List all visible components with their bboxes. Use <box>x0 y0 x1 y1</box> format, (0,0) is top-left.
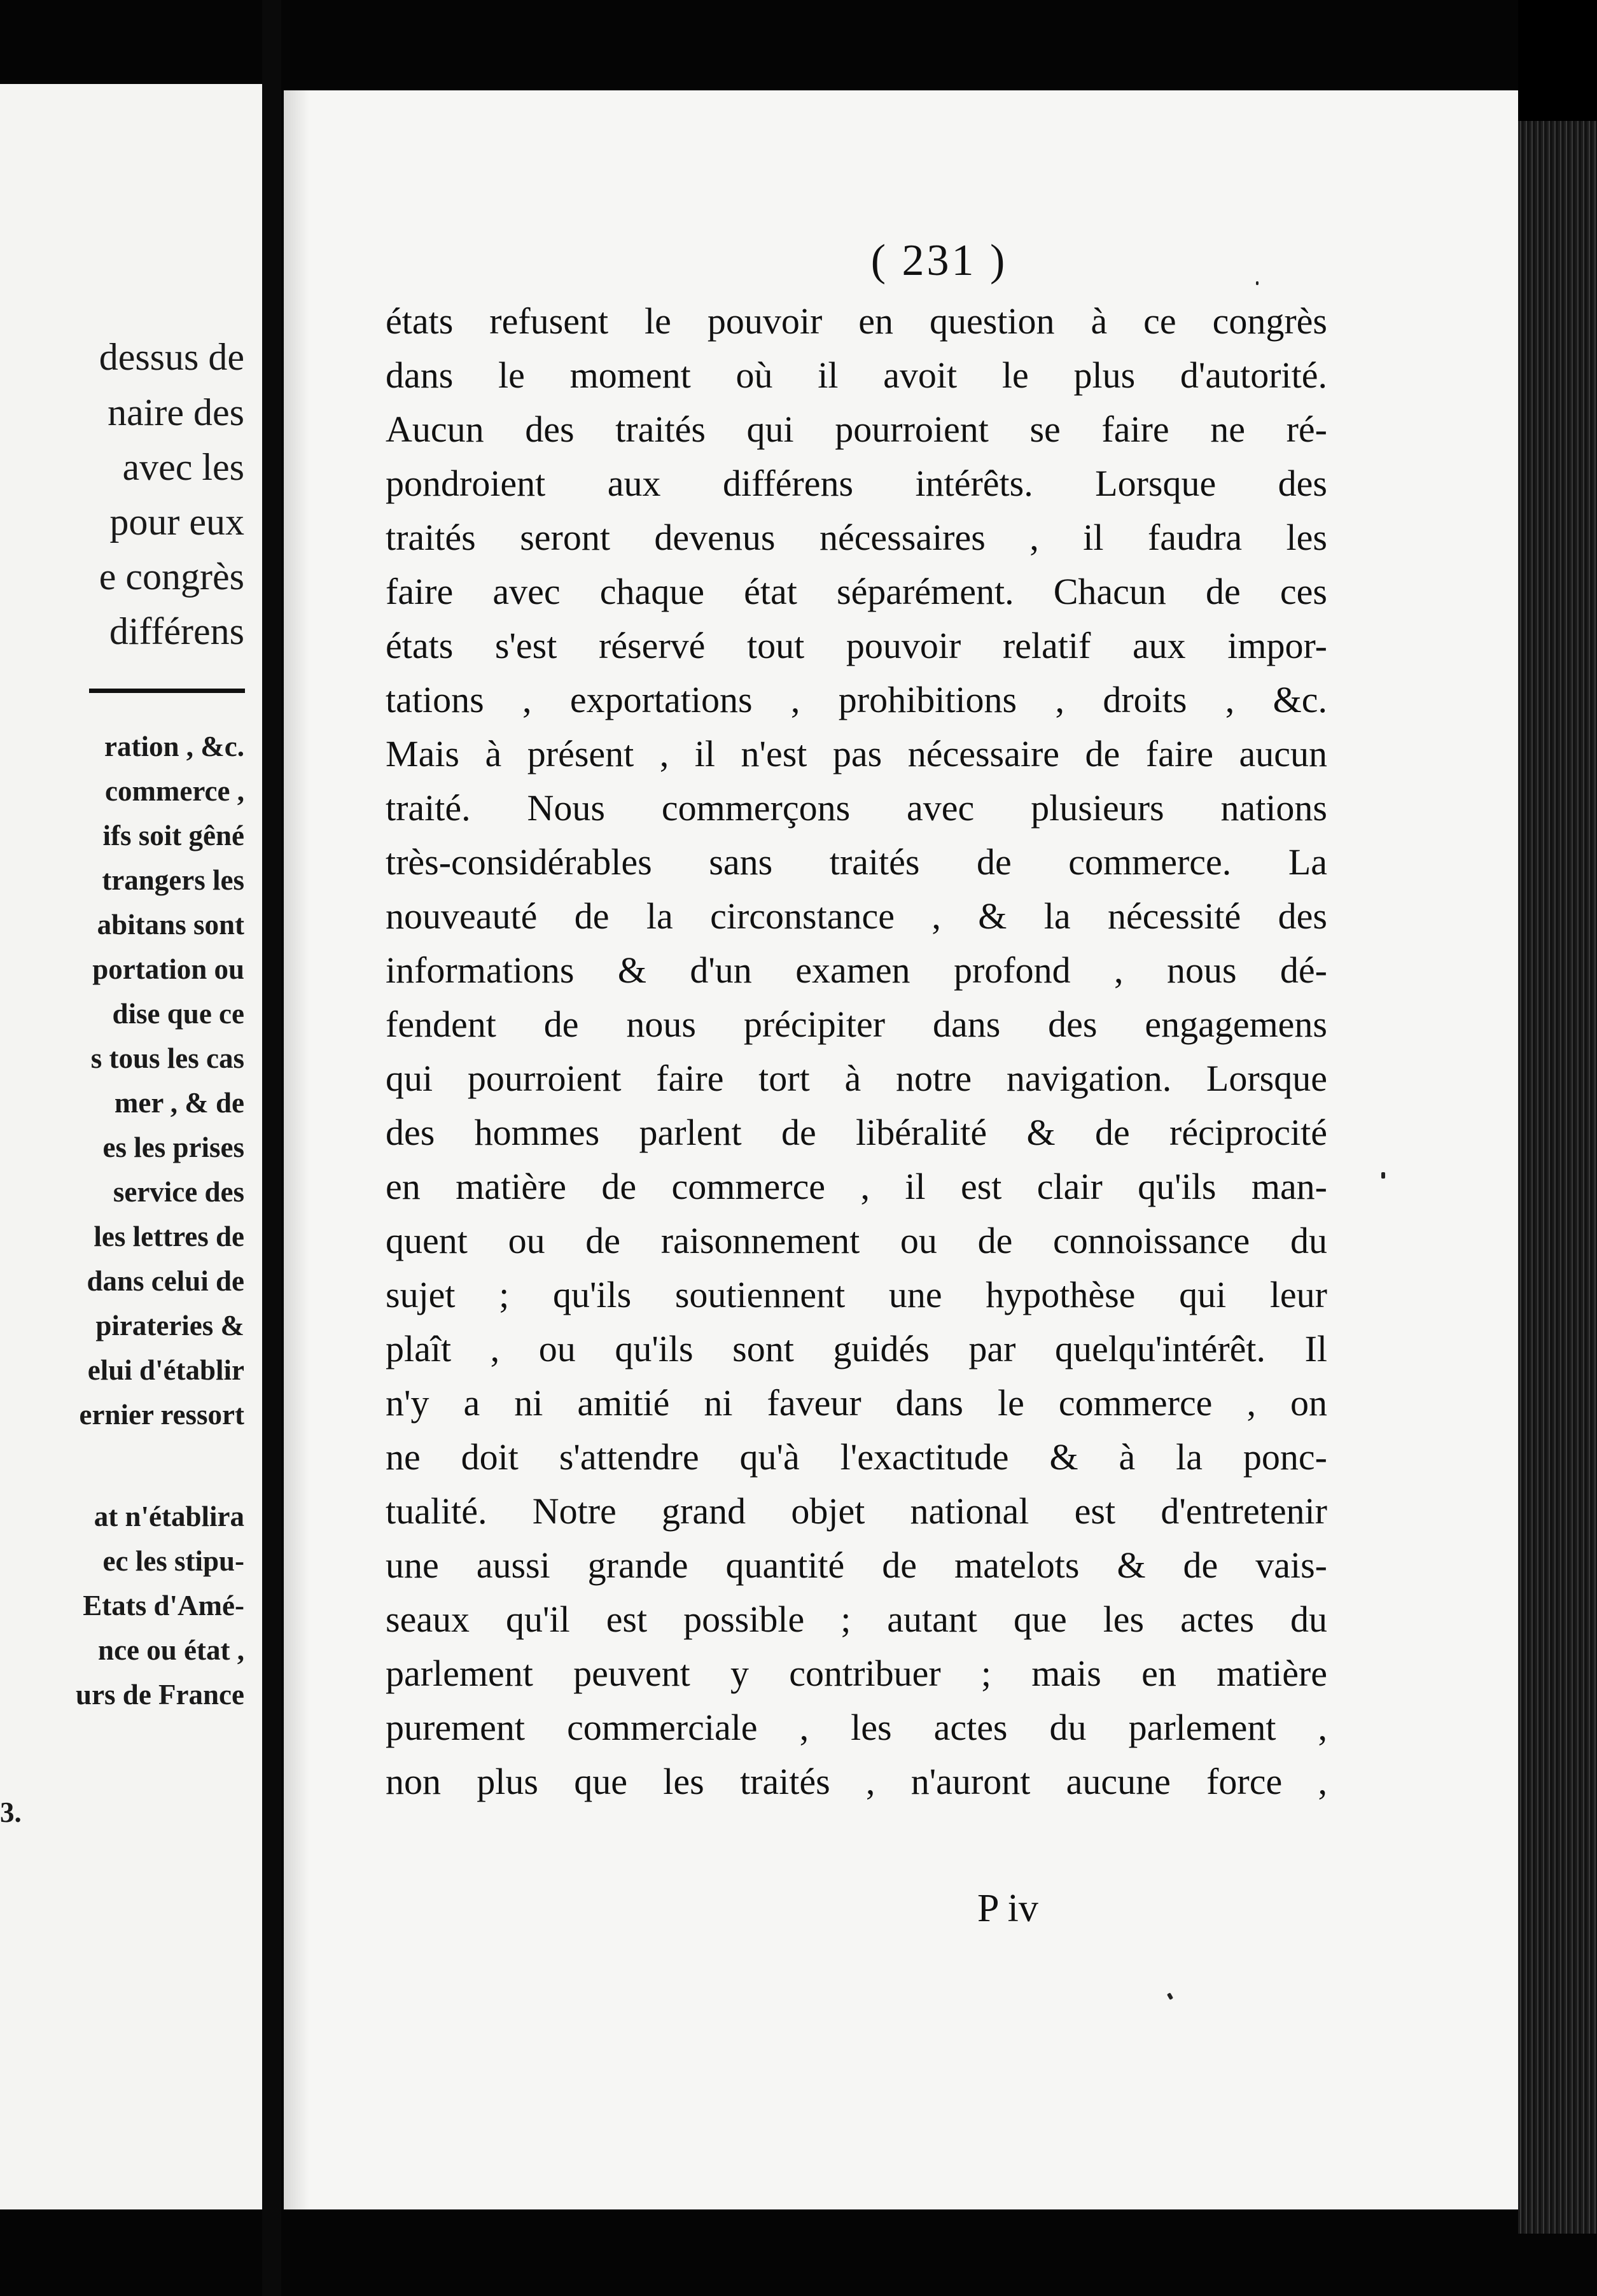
left-line: elui d'établir <box>87 1354 244 1386</box>
left-line: ernier ressort <box>79 1399 244 1431</box>
ink-speck <box>1167 1992 1173 2000</box>
left-line: nce ou état , <box>98 1634 244 1666</box>
text-line: traité. Nous commerçons avec plusieurs nations <box>386 787 1327 829</box>
page-edges <box>1518 121 1597 2234</box>
left-line: pirateries & <box>95 1310 244 1341</box>
left-line: 3. <box>0 1796 22 1828</box>
ink-speck <box>1256 281 1259 285</box>
text-line: plaît , ou qu'ils sont guidés par quelqu'intérêt. Il <box>386 1328 1327 1369</box>
left-line: portation ou <box>92 953 244 985</box>
text-line: non plus que les traités , n'auront aucune force , <box>386 1761 1327 1802</box>
signature-mark: P iv <box>977 1887 1038 1930</box>
left-line: différens <box>109 610 244 652</box>
left-line: Etats d'Amé- <box>83 1590 244 1621</box>
text-line: seaux qu'il est possible ; autant que les actes du <box>386 1599 1327 1640</box>
text-line: nouveauté de la circonstance , & la nécessité des <box>386 895 1327 937</box>
text-line: Mais à présent , il n'est pas nécessaire de faire aucun <box>386 733 1327 774</box>
left-line: dise que ce <box>112 998 244 1030</box>
text-line: fendent de nous précipiter dans des engagemens <box>386 1004 1327 1045</box>
text-line: une aussi grande quantité de matelots & de vais- <box>386 1544 1327 1586</box>
left-line: s tous les cas <box>90 1042 244 1074</box>
book-gutter <box>262 0 281 2296</box>
left-line: abitans sont <box>97 909 244 941</box>
left-line: les lettres de <box>94 1221 244 1252</box>
section-rule <box>89 689 245 693</box>
text-line: ne doit s'attendre qu'à l'exactitude & à la ponc- <box>386 1436 1327 1478</box>
left-line: dans celui de <box>87 1265 244 1297</box>
text-line: n'y a ni amitié ni faveur dans le commerce , on <box>386 1382 1327 1424</box>
left-line: ec les stipu- <box>102 1545 244 1577</box>
left-line: naire des <box>108 391 244 433</box>
left-line: pour eux <box>109 501 244 543</box>
left-line: at n'établira <box>94 1501 244 1532</box>
left-line: e congrès <box>99 556 244 598</box>
ink-speck <box>1381 1172 1385 1179</box>
text-line: dans le moment où il avoit le plus d'autorité. <box>386 354 1327 396</box>
text-line: purement commerciale , les actes du parlement , <box>386 1707 1327 1748</box>
text-line: tations , exportations , prohibitions , droits , &c. <box>386 679 1327 720</box>
text-line: traités seront devenus nécessaires , il faudra les <box>386 517 1327 558</box>
left-line: trangers les <box>102 864 244 896</box>
text-line: sujet ; qu'ils soutiennent une hypothèse qui leur <box>386 1274 1327 1315</box>
text-line: informations & d'un examen profond , nous dé- <box>386 949 1327 991</box>
text-line: très-considérables sans traités de commerce. La <box>386 841 1327 883</box>
left-line: commerce , <box>104 775 244 807</box>
text-line: états s'est réservé tout pouvoir relatif aux impor- <box>386 625 1327 666</box>
left-line: service des <box>113 1176 244 1208</box>
text-line: Aucun des traités qui pourroient se faire ne ré- <box>386 409 1327 450</box>
text-line: en matière de commerce , il est clair qu'ils man- <box>386 1166 1327 1207</box>
text-line: quent ou de raisonnement ou de connoissance du <box>386 1220 1327 1261</box>
left-line: es les prises <box>102 1131 244 1163</box>
text-line: pondroient aux différens intérêts. Lorsque des <box>386 463 1327 504</box>
left-line: ration , &c. <box>104 731 244 762</box>
text-line: tualité. Notre grand objet national est d'entretenir <box>386 1490 1327 1532</box>
page-shadow <box>284 90 309 2209</box>
left-line: ifs soit gêné <box>102 820 244 851</box>
left-line: avec les <box>122 446 244 488</box>
left-line: urs de France <box>76 1679 244 1711</box>
scan-edge <box>1518 0 1597 121</box>
body-text <box>386 294 1327 1809</box>
text-line: états refusent le pouvoir en question à ce congrès <box>386 300 1327 342</box>
page-number: ( 231 ) <box>870 236 1008 285</box>
left-page-fragment <box>0 84 262 2209</box>
main-page <box>284 90 1518 2209</box>
text-line: qui pourroient faire tort à notre navigation. Lorsque <box>386 1058 1327 1099</box>
text-line: des hommes parlent de libéralité & de réciprocité <box>386 1112 1327 1153</box>
text-line: parlement peuvent y contribuer ; mais en matière <box>386 1653 1327 1694</box>
left-line: mer , & de <box>114 1087 244 1119</box>
text-line: faire avec chaque état séparément. Chacun de ces <box>386 571 1327 612</box>
left-line: dessus de <box>99 336 244 378</box>
